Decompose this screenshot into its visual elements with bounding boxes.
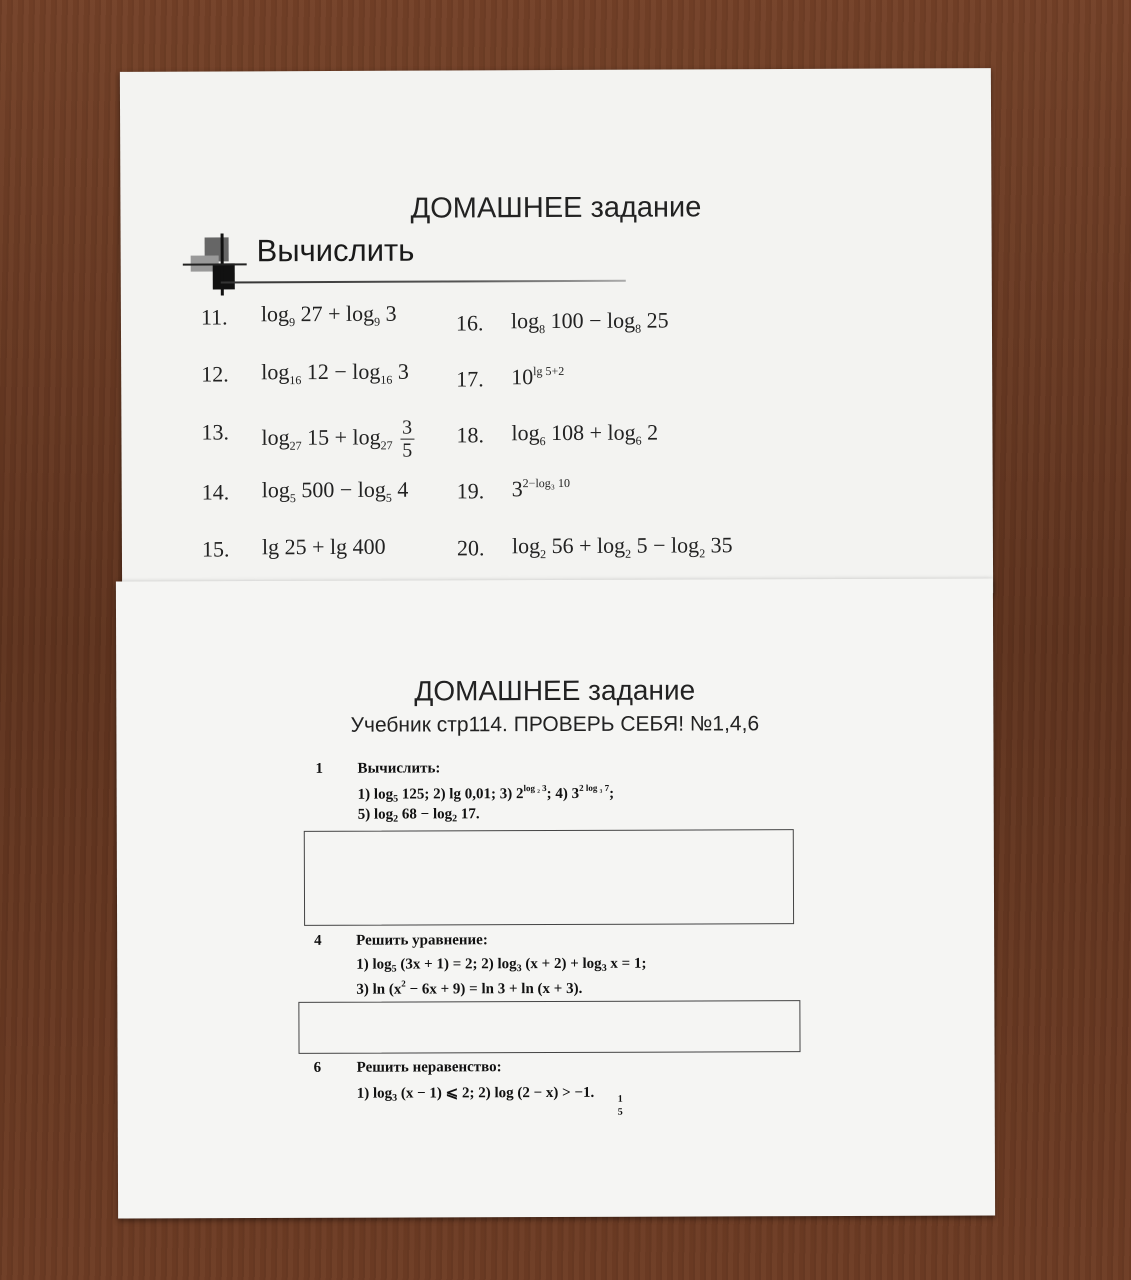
task-6-label: Решить неравенство: xyxy=(356,1059,502,1076)
problem-expression: lg 25 + lg 400 xyxy=(261,533,386,560)
problem-number: 11. xyxy=(200,304,228,330)
decorative-squares-icon xyxy=(183,229,253,299)
task-1-label: Вычислить: xyxy=(357,760,441,777)
top-title: ДОМАШНЕЕ задание xyxy=(410,191,702,225)
problem-number: 16. xyxy=(455,310,484,336)
task-6-number: 6 xyxy=(313,1059,322,1076)
task-1-line-1: 1) $\log_5 125$; 2) lg 0,01; 3) $2^{log _2 3}$; 4) $3^{2 log _3 7}$; xyxy=(357,782,615,805)
problem-number: 19. xyxy=(456,478,485,504)
problem-number: 12. xyxy=(201,361,229,387)
section-heading: Вычислить xyxy=(256,232,415,269)
top-worksheet xyxy=(120,68,993,597)
task-4-number: 4 xyxy=(314,932,322,949)
problem-expression: $\log_6 108 + \log_6 2$ xyxy=(511,419,659,449)
problem-expression: $\log_2 56 + \log_2 5 - \log_2 35$ xyxy=(511,532,733,562)
problem-expression: $10^{lg 5+2}$ xyxy=(511,363,565,390)
task-4-label: Решить уравнение: xyxy=(356,932,488,949)
fraction: $\frac{3}{5}$ xyxy=(402,416,413,462)
problem-expression: $3^{2-log_3 10}$ xyxy=(511,475,570,502)
task-6-line-1: 1) $\log_3 (x - 1)$ ⩽ 2; 2) log (2 − x) > −1. xyxy=(356,1084,595,1104)
task-6-base-numerator: 1 xyxy=(617,1093,623,1105)
problem-number: 18. xyxy=(456,422,485,448)
answer-box-1 xyxy=(304,829,794,926)
problem-expression: $\log_9 27 + \log_9 3$ xyxy=(260,300,397,330)
problem-expression: $\log_{27} 15 + \log_{27}$ $\frac{3}{5}$ xyxy=(261,416,413,462)
answer-box-2 xyxy=(298,1000,800,1054)
problem-expression: $\log_5 500 - \log_5 4$ xyxy=(261,476,409,506)
textbook-reference: Учебник стр114. ПРОВЕРЬ СЕБЯ! №1,4,6 xyxy=(350,712,760,737)
task-4-line-2: 3) $\ln (x^2 - 6x + 9) = \ln 3 + \ln (x + 3)$. xyxy=(356,978,583,998)
heading-rule xyxy=(221,280,626,284)
problem-number: 13. xyxy=(201,419,229,445)
problem-number: 17. xyxy=(456,366,484,392)
task-1-number: 1 xyxy=(315,760,324,777)
problem-number: 15. xyxy=(201,536,230,562)
task-1-line-2: 5) $\log_2 68 - \log_2 17$. xyxy=(357,806,480,825)
bottom-worksheet xyxy=(116,578,995,1218)
task-4-line-1: 1) $\log_5 (3x + 1) = 2$; 2) $\log_3 (x + 2) + \log_3 x = 1$; xyxy=(356,955,647,975)
problem-expression: $\log_{16} 12 - \log_{16} 3$ xyxy=(261,358,409,388)
bottom-title: ДОМАШНЕЕ задание xyxy=(414,674,696,707)
task-6-base-denominator: 5 xyxy=(617,1106,623,1118)
problem-expression: $\log_8 100 - \log_8 25$ xyxy=(510,307,669,337)
problem-number: 14. xyxy=(201,479,230,505)
problem-number: 20. xyxy=(456,535,485,561)
